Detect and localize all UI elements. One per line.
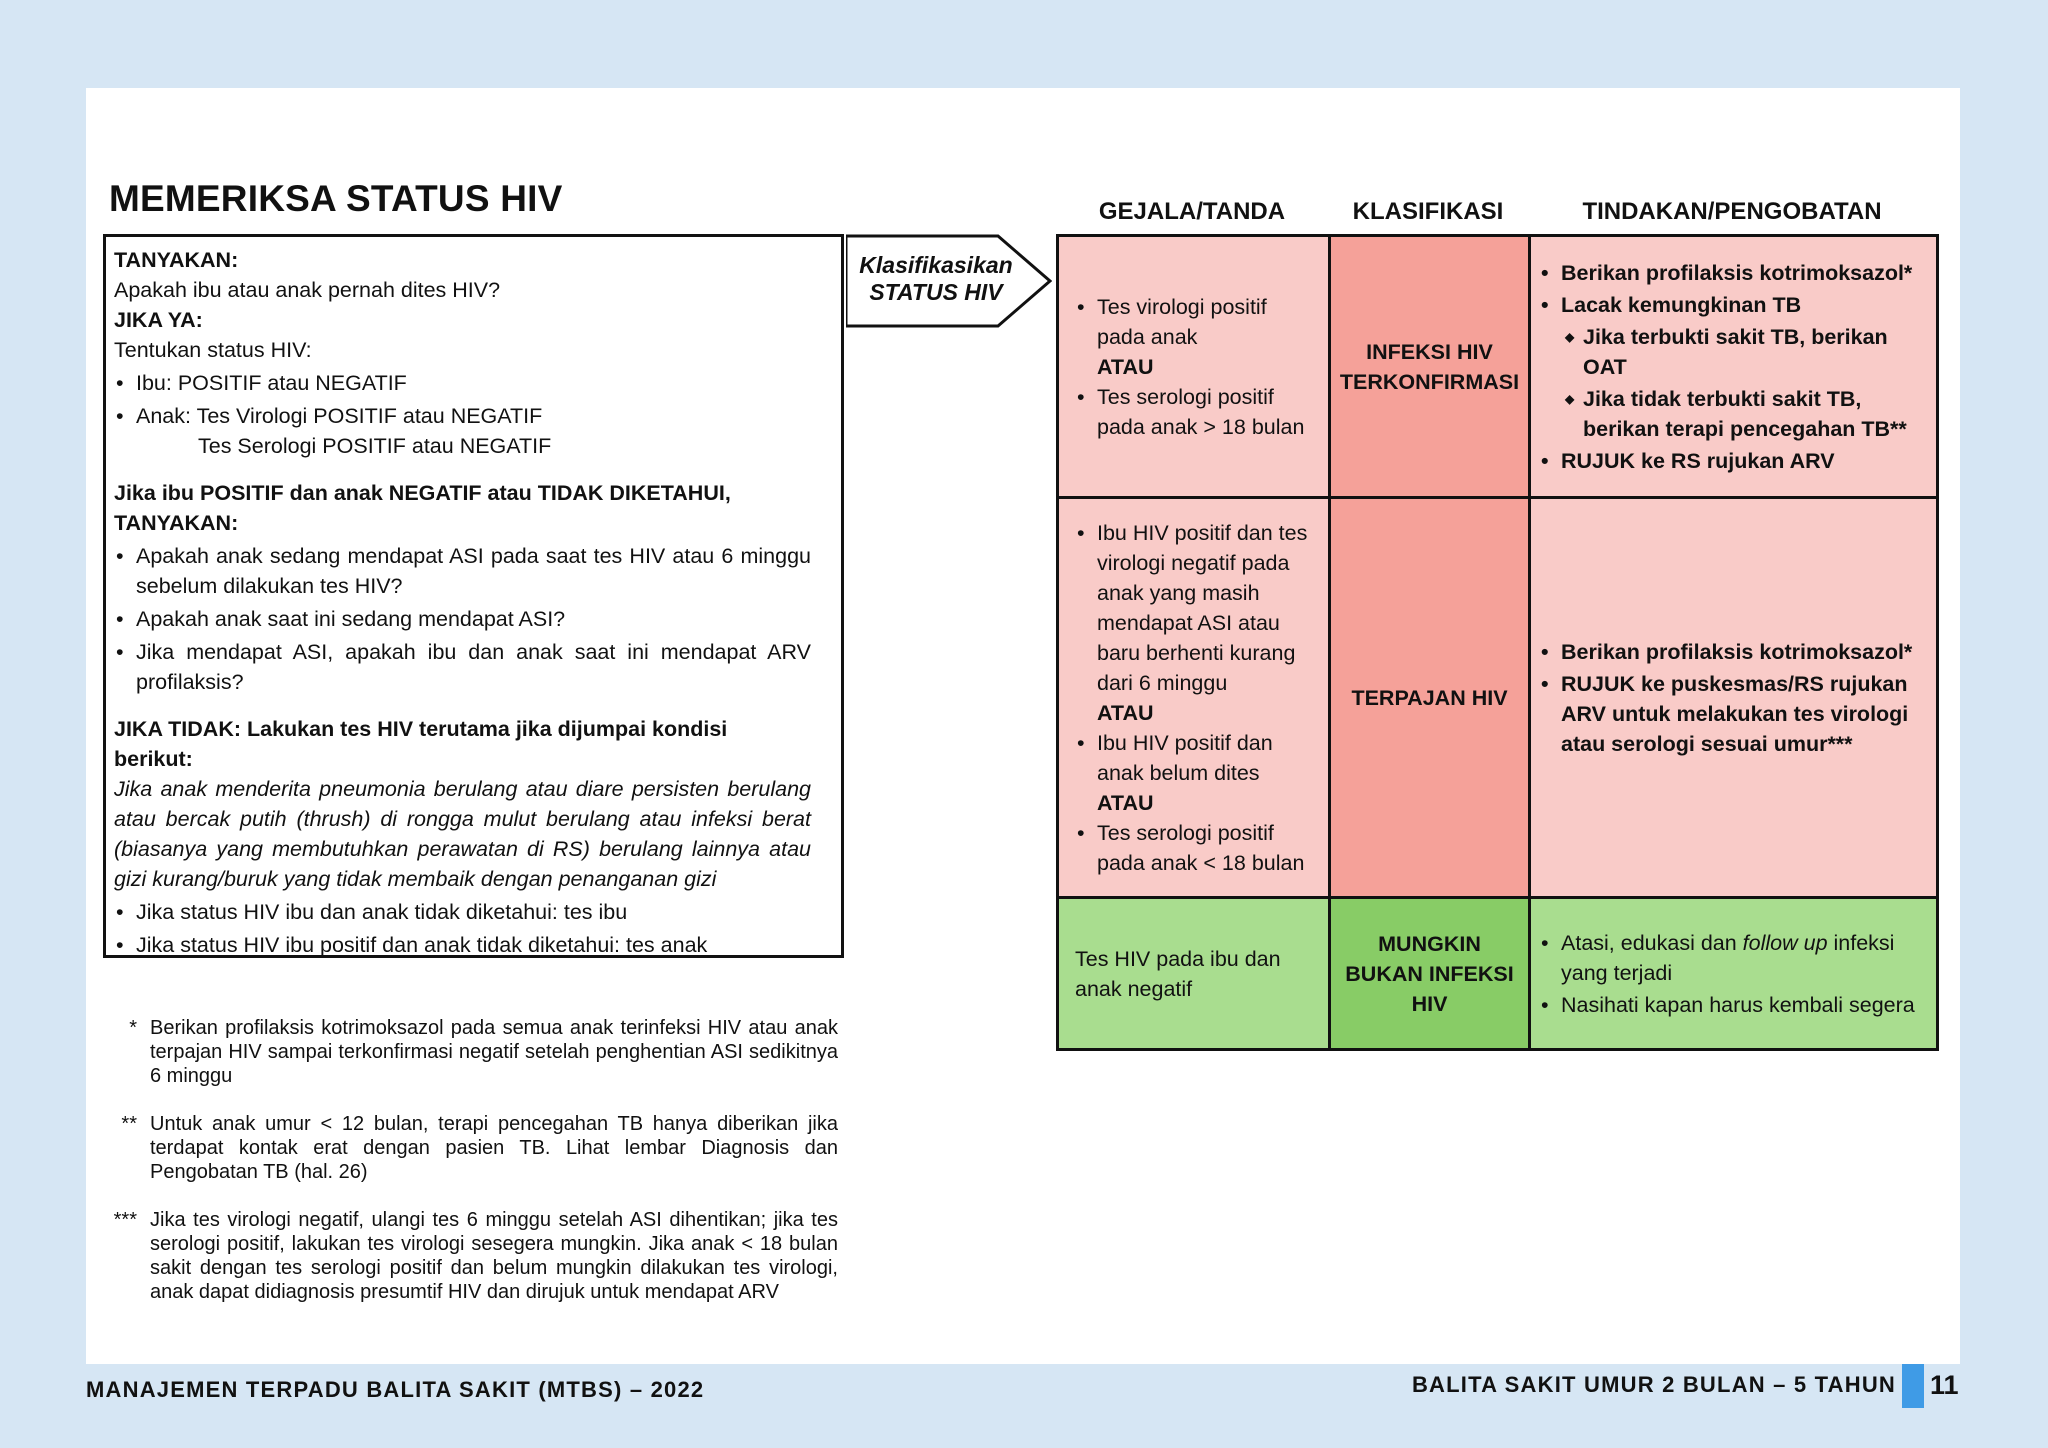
column-header-actions: TINDAKAN/PENGOBATAN (1582, 198, 1882, 225)
connector-atau: ATAU (1097, 700, 1154, 725)
action-item: • RUJUK ke RS rujukan ARV (1539, 446, 1922, 476)
symptom-list (1075, 518, 1314, 878)
action-item: • RUJUK ke puskesmas/RS rujukan ARV untuk melakukan tes virologi atau serologi sesuai umur*** (1539, 669, 1922, 759)
mother-status: • Ibu: POSITIF atau NEGATIF (114, 368, 811, 398)
action-subitem: ◆ Jika tidak terbukti sakit TB, berikan terapi pencegahan TB** (1539, 384, 1922, 444)
symptoms-cell (1058, 498, 1330, 898)
symptom-item: • Ibu HIV positif dan tes virologi negatif pada anak yang masih mendapat ASI atau baru berhenti kurang dari 6 minggu ATAU (1075, 518, 1314, 728)
child-status (114, 401, 811, 461)
assessment-box (103, 234, 844, 958)
footnote: *** Jika tes virologi negatif, ulangi tes 6 minggu setelah ASI dihentikan; jika tes serologi positif, lakukan tes virologi sesegera mungkin. Jika anak < 18 bulan sakit dengan tes serologi positif dan belum mungkin dilakukan tes virologi, anak dapat didiagnosis presumtif HIV dan dirujuk untuk mendapat ARV (113, 1209, 838, 1303)
question-item: • Jika mendapat ASI, apakah ibu dan anak saat ini mendapat ARV profilaksis? (114, 637, 811, 697)
condition-heading: Jika ibu POSITIF dan anak NEGATIF atau TIDAK DIKETAHUI, (114, 481, 731, 505)
symptom-text: Tes HIV pada ibu dan anak negatif (1075, 946, 1281, 1001)
if-no-heading: JIKA TIDAK: Lakukan tes HIV terutama jika dijumpai kondisi berikut: (114, 717, 728, 771)
symptoms-cell (1058, 898, 1330, 1050)
page-number-bar (1902, 1364, 1924, 1408)
column-header-classification: KLASIFIKASI (1352, 198, 1504, 225)
classification-cell: MUNGKIN BUKAN INFEKSI HIV (1330, 898, 1530, 1050)
symptoms-cell (1058, 236, 1330, 498)
classification-cell: INFEKSI HIV TERKONFIRMASI (1330, 236, 1530, 498)
classification-cell: TERPAJAN HIV (1330, 498, 1530, 898)
if-yes-heading: JIKA YA: (114, 308, 203, 332)
question-list (114, 541, 811, 697)
child-status-virology: Anak: Tes Virologi POSITIF atau NEGATIF (136, 404, 543, 428)
actions-cell (1530, 898, 1938, 1050)
test-list (114, 897, 811, 960)
actions-cell (1530, 236, 1938, 498)
action-subitem: ◆ Jika terbukti sakit TB, berikan OAT (1539, 322, 1922, 382)
action-list (1539, 637, 1922, 759)
action-item: • Atasi, edukasi dan follow up infeksi yang terjadi (1539, 928, 1922, 988)
arrow-label-line2: STATUS HIV (869, 279, 1003, 305)
determine-status: Tentukan status HIV: (114, 338, 312, 362)
footnote: * Berikan profilaksis kotrimoksazol pada semua anak terinfeksi HIV atau anak terpajan HIV sampai terkonfirmasi negatif setelah penghentian ASI sedikitnya 6 minggu (129, 1017, 838, 1087)
test-item: • Jika status HIV ibu dan anak tidak diketahui: tes ibu (114, 897, 811, 927)
symptom-item: • Tes serologi positif pada anak < 18 bulan (1075, 818, 1314, 878)
classification-table (1056, 234, 1939, 1051)
table-row (1058, 498, 1938, 898)
arrow-label (846, 252, 1026, 306)
symptom-item: • Ibu HIV positif dan anak belum dites ATAU (1075, 728, 1314, 818)
page-number: 11 (1930, 1370, 1959, 1400)
table-row (1058, 898, 1938, 1050)
if-no-text: Jika anak menderita pneumonia berulang atau diare persisten berulang atau bercak putih (thrush) di rongga mulut berulang atau infeksi berat (biasanya yang membutuhkan perawatan di RS) berulang lainnya atau gizi kurang/buruk yang tidak membaik dengan penanganan gizi (114, 777, 811, 891)
action-item: • Berikan profilaksis kotrimoksazol* (1539, 258, 1922, 288)
question-item: • Apakah anak sedang mendapat ASI pada saat tes HIV atau 6 minggu sebelum dilakukan tes HIV? (114, 541, 811, 601)
arrow-label-line1: Klasifikasikan (859, 252, 1013, 278)
connector-atau: ATAU (1097, 790, 1154, 815)
ask-question: Apakah ibu atau anak pernah dites HIV? (114, 278, 501, 302)
column-header-symptoms: GEJALA/TANDA (1098, 198, 1286, 225)
child-status-serology: Tes Serologi POSITIF atau NEGATIF (198, 434, 552, 458)
question-item: • Apakah anak saat ini sedang mendapat ASI? (114, 604, 811, 634)
symptom-item: • Tes virologi positif pada anak ATAU (1075, 292, 1314, 382)
status-list (114, 368, 811, 461)
symptom-item: • Tes serologi positif pada anak > 18 bulan (1075, 382, 1314, 442)
ask-heading: TANYAKAN: (114, 248, 239, 272)
test-item: • Jika status HIV ibu positif dan anak tidak diketahui: tes anak (114, 930, 811, 960)
action-item: • Lacak kemungkinan TB (1539, 290, 1922, 320)
symptom-list (1075, 292, 1314, 442)
footer-manual-title: MANAJEMEN TERPADU BALITA SAKIT (MTBS) – 2022 (86, 1377, 705, 1402)
action-item: • Nasihati kapan harus kembali segera (1539, 990, 1922, 1020)
connector-atau: ATAU (1097, 354, 1154, 379)
ask-heading-2: TANYAKAN: (114, 511, 239, 535)
page-title: MEMERIKSA STATUS HIV (109, 178, 563, 219)
footer-section-title: BALITA SAKIT UMUR 2 BULAN – 5 TAHUN (1411, 1372, 1896, 1397)
action-list (1539, 928, 1922, 1020)
table-row (1058, 236, 1938, 498)
footnote: ** Untuk anak umur < 12 bulan, terapi pencegahan TB hanya diberikan jika terdapat kontak erat dengan pasien TB. Lihat lembar Diagnosis dan Pengobatan TB (hal. 26) (121, 1113, 838, 1183)
action-item: • Berikan profilaksis kotrimoksazol* (1539, 637, 1922, 667)
actions-cell (1530, 498, 1938, 898)
action-list (1539, 258, 1922, 476)
